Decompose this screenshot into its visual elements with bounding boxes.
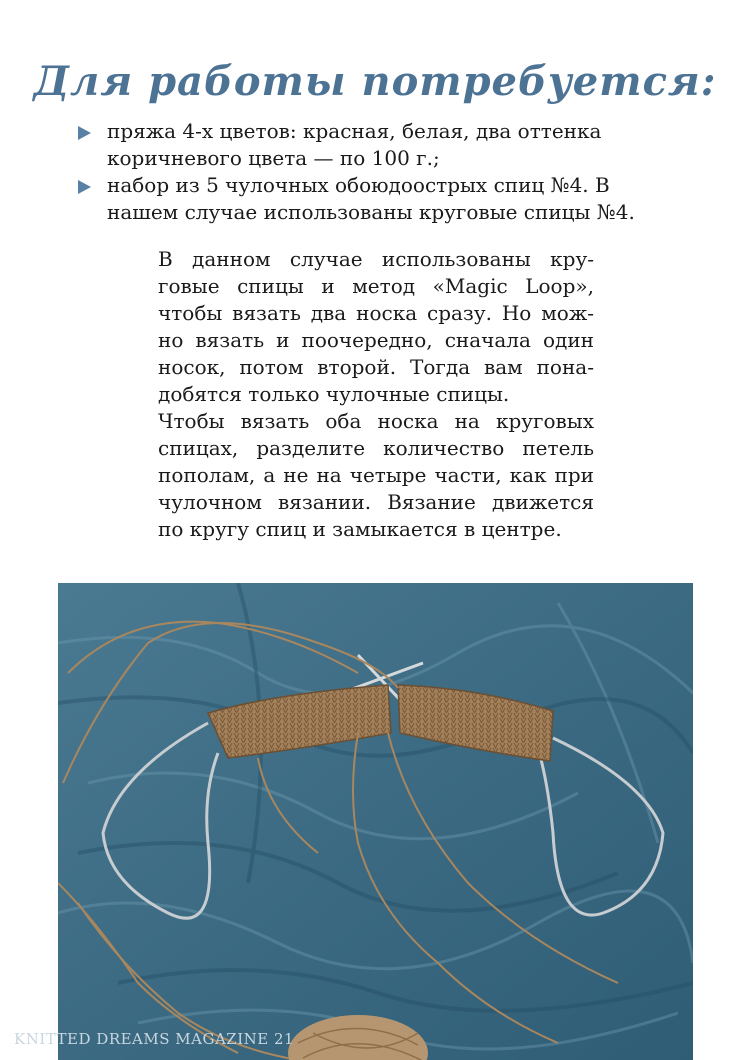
list-item-text: набор из 5 чулочных обоюдоострых спиц №4. В нашем случае использованы круговые спицы №4. — [107, 173, 635, 224]
knitting-socks-image — [58, 583, 693, 1060]
page-title: Для работы потребуется: — [33, 58, 717, 105]
triangle-bullet-icon — [78, 126, 91, 140]
materials-list — [78, 118, 718, 226]
triangle-bullet-icon — [78, 180, 91, 194]
magazine-footer: KNITTED DREAMS MAGAZINE 21 — [14, 1030, 295, 1048]
instructions-paragraph: В данном случае использованы кру- говые спицы и метод «Magic Loop», чтобы вязать два носка сразу. Но мож- но вязать и поочередно, сначала один носок, потом второй. Тогда вам пона- добятся только чулочные спицы. Чтобы вязать оба носка на круговых спицах, разделите количество петель пополам, а не на четыре части, как при чулочном вязании. Вязание движется по кругу спиц и замыкается в центре. — [158, 247, 594, 541]
list-item — [78, 172, 718, 226]
list-item — [78, 118, 718, 172]
list-item-text: пряжа 4-х цветов: красная, белая, два оттенка коричневого цвета — по 100 г.; — [107, 119, 602, 170]
knitting-photo — [58, 583, 693, 1060]
